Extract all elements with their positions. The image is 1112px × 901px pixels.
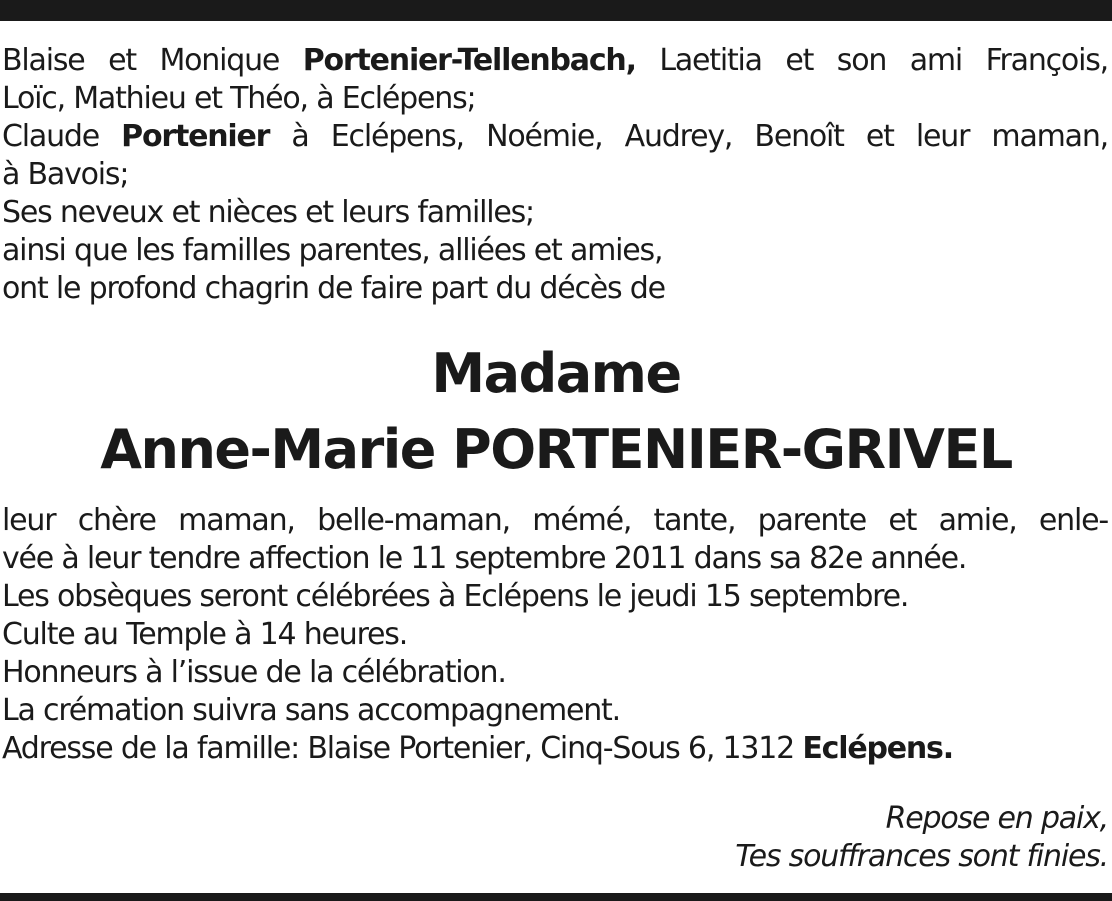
details-line-1: leur chère maman, belle-maman, mémé, tante, parente et amie, enle- <box>2 503 1108 538</box>
top-rule <box>0 0 1112 21</box>
mourners-line-1: Blaise et Monique Portenier-Tellenbach, Laetitia et son ami François, <box>2 43 1108 78</box>
mourners-line-6: ainsi que les familles parentes, alliées et amies, <box>2 233 663 268</box>
mourners-line-7: ont le profond chagrin de faire part du décès de <box>2 271 665 306</box>
details-line-4: Culte au Temple à 14 heures. <box>2 617 408 652</box>
mourners-line-3: Claude Portenier à Eclépens, Noémie, Audrey, Benoît et leur maman, <box>2 119 1108 154</box>
details-line-5: Honneurs à l’issue de la célébration. <box>2 655 506 690</box>
family-address: Adresse de la famille: Blaise Portenier, Cinq-Sous 6, 1312 Eclépens. <box>2 731 953 766</box>
mourners-paragraph <box>2 42 1108 308</box>
details-line-3: Les obsèques seront célébrées à Eclépens le jeudi 15 septembre. <box>2 579 909 614</box>
bottom-rule <box>0 893 1112 901</box>
mourners-line-5: Ses neveux et nièces et leurs familles; <box>2 195 534 230</box>
closing-line-1: Repose en paix, <box>885 801 1108 836</box>
address-town-bold: Eclépens. <box>802 731 953 766</box>
details-line-6: La crémation suivra sans accompagnement. <box>2 693 620 728</box>
deceased-name: Anne-Marie PORTENIER-GRIVEL <box>100 418 1012 481</box>
mourners-line-4: à Bavois; <box>2 157 129 192</box>
details-line-2: vée à leur tendre affection le 11 septembre 2011 dans sa 82e année. <box>2 541 967 576</box>
family-name-bold: Portenier <box>121 119 270 154</box>
closing-verse <box>508 800 1108 876</box>
mourners-line-2: Loïc, Mathieu et Théo, à Eclépens; <box>2 81 476 116</box>
deceased-title: Madame <box>431 342 681 405</box>
closing-line-2: Tes souffrances sont finies. <box>735 839 1108 874</box>
family-name-bold: Portenier-Tellenbach, <box>302 43 636 78</box>
details-paragraph <box>2 502 1108 768</box>
